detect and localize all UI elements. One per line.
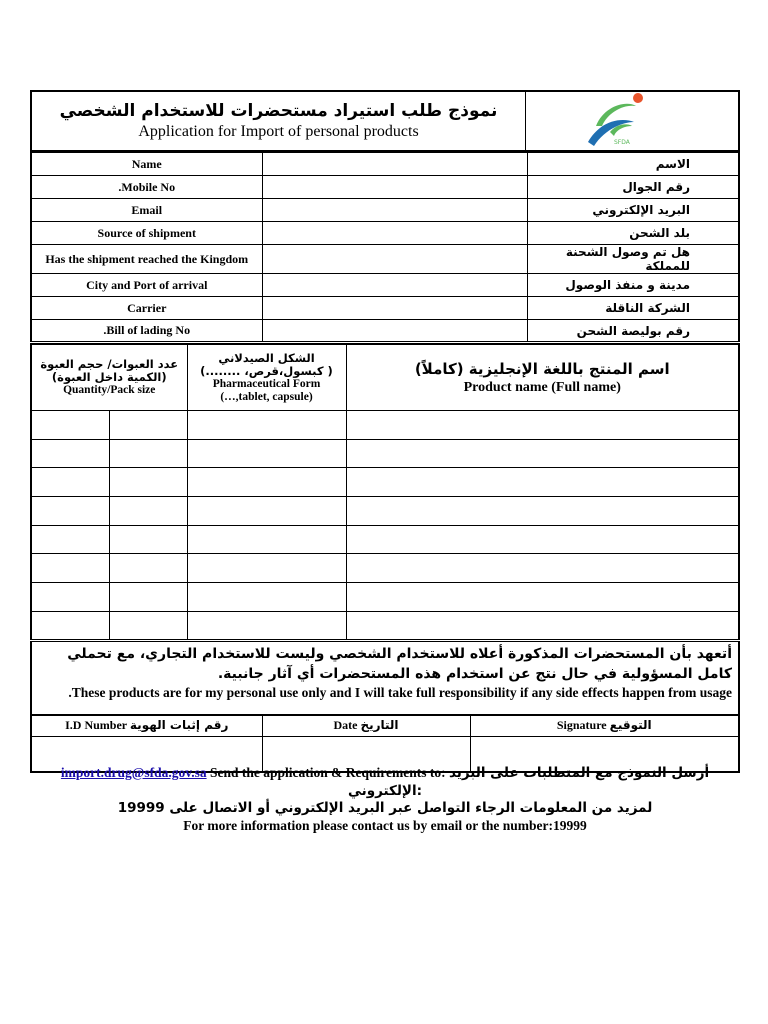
application-form <box>30 90 740 773</box>
product-row <box>31 611 739 640</box>
product-name-cell[interactable] <box>346 468 739 497</box>
id-number-label-ar: رقم إثبات الهوية <box>129 718 229 733</box>
quantity-cell[interactable] <box>109 468 187 497</box>
field-label-ar: الاسم <box>527 153 739 176</box>
product-name-cell[interactable] <box>346 411 739 440</box>
title-english: Application for Import of personal products <box>138 123 419 140</box>
pack-size-cell[interactable] <box>31 583 109 612</box>
product-name-cell[interactable] <box>346 611 739 640</box>
date-label-en: Date <box>333 718 358 733</box>
info-row <box>31 222 739 245</box>
signature-label <box>470 715 739 737</box>
form-header <box>30 90 740 152</box>
field-value[interactable] <box>262 176 527 199</box>
pharmaceutical-form-cell[interactable] <box>187 583 346 612</box>
title-arabic: نموذج طلب استيراد مستحضرات للاستخدام الشخصي <box>59 101 498 121</box>
product-row <box>31 439 739 468</box>
quantity-header <box>31 345 187 411</box>
field-label-ar: رقم بوليصة الشحن <box>527 320 739 343</box>
info-row <box>31 176 739 199</box>
product-name-cell[interactable] <box>346 554 739 583</box>
products-header-row <box>31 345 739 411</box>
info-row <box>31 320 739 343</box>
field-value[interactable] <box>262 199 527 222</box>
declaration-english: These products are for my personal use only and I will take full responsibility if any side effects happen from usage. <box>68 684 732 700</box>
product-row <box>31 411 739 440</box>
product-name-header-ar: اسم المنتج باللغة الإنجليزية (كاملاً) <box>414 359 670 378</box>
send-en: Send the application & Requirements to: <box>209 765 446 780</box>
quantity-header-ar: عدد العبوات/ حجم العبوة (الكمية داخل العبوة) <box>40 357 179 384</box>
pack-size-cell[interactable] <box>31 468 109 497</box>
field-label-en: .Bill of lading No <box>31 320 262 343</box>
field-label-en: City and Port of arrival <box>31 274 262 297</box>
product-name-header <box>346 345 739 411</box>
pharmaceutical-form-cell[interactable] <box>187 411 346 440</box>
date-label <box>262 715 470 737</box>
id-number-label-en: I.D Number <box>65 718 127 733</box>
field-label-ar: الشركة الناقلة <box>527 297 739 320</box>
contact-ar: لمزيد من المعلومات الرجاء التواصل عبر البريد الإلكتروني أو الاتصال على 19999 <box>117 800 653 816</box>
field-label-en: Name <box>31 153 262 176</box>
field-label-en: Email <box>31 199 262 222</box>
pharmaceutical-form-cell[interactable] <box>187 468 346 497</box>
pharmaceutical-form-cell[interactable] <box>187 497 346 526</box>
logo-cell <box>526 92 738 150</box>
field-label-ar: مدينة و منفذ الوصول <box>527 274 739 297</box>
signature-label-en: Signature <box>556 718 607 733</box>
quantity-cell[interactable] <box>109 497 187 526</box>
field-value[interactable] <box>262 245 527 274</box>
quantity-cell[interactable] <box>109 611 187 640</box>
field-value[interactable] <box>262 274 527 297</box>
info-row <box>31 153 739 176</box>
product-name-header-en: Product name (Full name) <box>463 379 621 395</box>
info-row <box>31 274 739 297</box>
info-row <box>31 245 739 274</box>
form-header-en-examples: (…,tablet, capsule) <box>220 390 313 403</box>
field-label-ar: البريد الإلكتروني <box>527 199 739 222</box>
pharmaceutical-form-cell[interactable] <box>187 439 346 468</box>
pack-size-cell[interactable] <box>31 611 109 640</box>
pack-size-cell[interactable] <box>31 439 109 468</box>
products-table <box>30 344 740 642</box>
footer <box>30 764 740 834</box>
field-value[interactable] <box>262 222 527 245</box>
form-header-ar-examples: ( كبسول،قرص، ........) <box>200 363 333 378</box>
quantity-cell[interactable] <box>109 554 187 583</box>
sfda-logo <box>584 92 648 150</box>
declaration <box>30 642 740 714</box>
header-titles <box>32 92 526 150</box>
info-row <box>31 199 739 222</box>
id-number-label <box>31 715 262 737</box>
product-row <box>31 468 739 497</box>
applicant-info-table <box>30 152 740 344</box>
email-link[interactable]: import.drug@sfda.gov.sa <box>60 765 207 780</box>
field-value[interactable] <box>262 153 527 176</box>
field-label-ar: رقم الجوال <box>527 176 739 199</box>
pharmaceutical-form-cell[interactable] <box>187 525 346 554</box>
product-row <box>31 554 739 583</box>
field-label-en: .Mobile No <box>31 176 262 199</box>
field-label-en: Carrier <box>31 297 262 320</box>
pack-size-cell[interactable] <box>31 411 109 440</box>
signature-label-ar: التوقيع <box>609 718 652 733</box>
footer-send-line <box>30 764 740 800</box>
form-header <box>187 345 346 411</box>
contact-en: For more information please contact us by email or the number:19999 <box>183 818 587 833</box>
product-name-cell[interactable] <box>346 439 739 468</box>
pharmaceutical-form-cell[interactable] <box>187 611 346 640</box>
send-ar: أرسل النموذج مع المتطلبات على البريد الإلكتروني: <box>347 765 710 799</box>
quantity-cell[interactable] <box>109 583 187 612</box>
declaration-arabic: أتعهد بأن المستحضرات المذكورة أعلاه للاستخدام الشخصي وليست للاستخدام التجاري، مع تحملي كامل المسؤولية في حال نتج عن استخدام هذه المستحضرات أي آثار جانبية. <box>67 645 732 682</box>
form-header-ar: الشكل الصيدلاني <box>218 350 315 365</box>
field-value[interactable] <box>262 320 527 343</box>
signature-label-row <box>31 715 739 737</box>
quantity-cell[interactable] <box>109 411 187 440</box>
field-label-en: Source of shipment <box>31 222 262 245</box>
product-row <box>31 525 739 554</box>
product-name-cell[interactable] <box>346 525 739 554</box>
field-label-ar: هل تم وصول الشحنة للمملكة <box>527 245 739 274</box>
field-label-en: Has the shipment reached the Kingdom <box>31 245 262 274</box>
field-label-ar: بلد الشحن <box>527 222 739 245</box>
product-name-cell[interactable] <box>346 583 739 612</box>
product-row <box>31 583 739 612</box>
svg-text:SFDA: SFDA <box>614 139 630 146</box>
pack-size-cell[interactable] <box>31 525 109 554</box>
quantity-cell[interactable] <box>109 525 187 554</box>
field-value[interactable] <box>262 297 527 320</box>
quantity-header-en: Quantity/Pack size <box>63 384 156 396</box>
form-header-en: Pharmaceutical Form <box>212 377 321 390</box>
quantity-cell[interactable] <box>109 439 187 468</box>
product-name-cell[interactable] <box>346 497 739 526</box>
product-row <box>31 497 739 526</box>
pharmaceutical-form-cell[interactable] <box>187 554 346 583</box>
info-row <box>31 297 739 320</box>
pack-size-cell[interactable] <box>31 554 109 583</box>
pack-size-cell[interactable] <box>31 497 109 526</box>
date-label-ar: التاريخ <box>360 718 399 733</box>
